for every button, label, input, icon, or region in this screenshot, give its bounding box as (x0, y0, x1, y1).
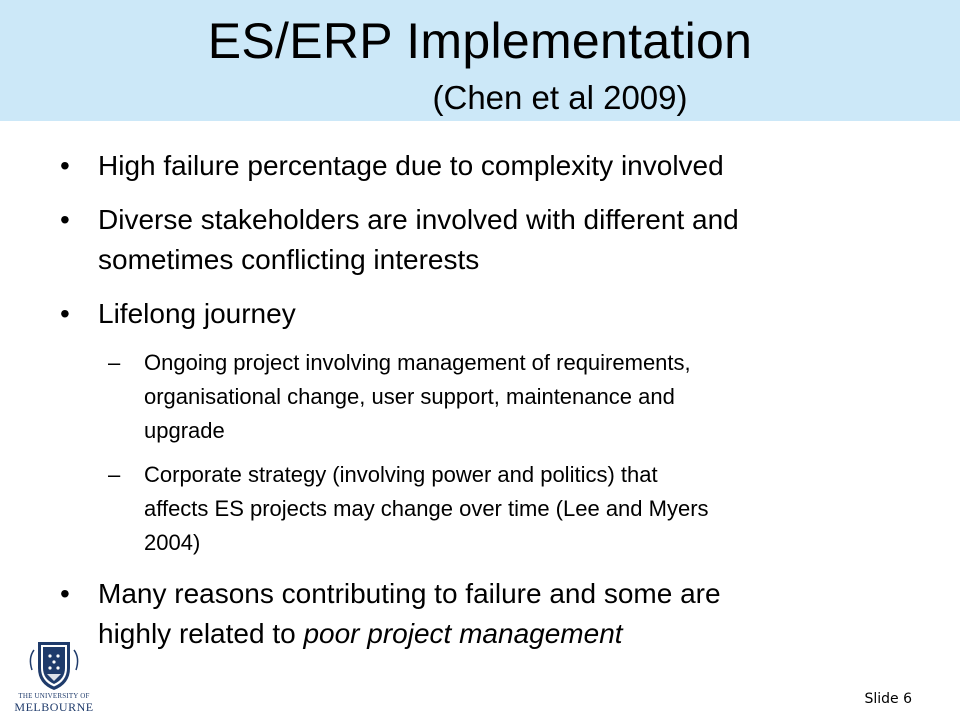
bullet-line-with-emphasis (98, 614, 920, 654)
bullet-mark: • (60, 578, 70, 609)
bullet-item (60, 574, 920, 654)
sub-bullet-line: affects ES projects may change over time (Lee and Myers (144, 496, 709, 521)
slide-subtitle: (Chen et al 2009) (432, 79, 688, 116)
bullet-item (60, 200, 920, 280)
university-logo (14, 638, 94, 716)
bullet-list (60, 146, 920, 654)
bullet-mark: • (60, 298, 70, 329)
bullet-line: Lifelong journey (98, 298, 296, 329)
sub-bullet-mark: – (108, 350, 121, 375)
sub-bullet-mark: – (108, 462, 121, 487)
logo-line-1: THE UNIVERSITY OF (18, 692, 90, 700)
sub-bullet-item (60, 458, 920, 560)
university-crest-icon (14, 638, 94, 692)
sub-bullet-line: 2004) (144, 530, 201, 555)
sub-bullet-item (60, 346, 920, 448)
sub-bullet-line: organisational change, user support, maintenance and (144, 384, 675, 409)
logo-line-2: MELBOURNE (14, 700, 94, 714)
emphasis-text: poor project management (303, 618, 623, 649)
slide-number: Slide 6 (864, 691, 912, 707)
title-band (0, 0, 960, 121)
slide-title: ES/ERP Implementation (207, 13, 753, 69)
bullet-line: sometimes conflicting interests (98, 244, 480, 275)
sub-bullet-line: upgrade (144, 418, 225, 443)
sub-bullet-line: Ongoing project involving management of requirements, (144, 350, 691, 375)
bullet-mark: • (60, 150, 70, 181)
sub-bullet-line: Corporate strategy (involving power and politics) that (144, 462, 658, 487)
bullet-mark: • (60, 204, 70, 235)
bullet-item (60, 294, 920, 334)
bullet-line: Many reasons contributing to failure and some are (98, 578, 721, 609)
bullet-line: highly related to (98, 618, 304, 649)
bullet-line: High failure percentage due to complexity involved (98, 150, 724, 181)
bullet-line: Diverse stakeholders are involved with different and (98, 204, 739, 235)
logo-text (14, 692, 94, 714)
bullet-item (60, 146, 920, 186)
